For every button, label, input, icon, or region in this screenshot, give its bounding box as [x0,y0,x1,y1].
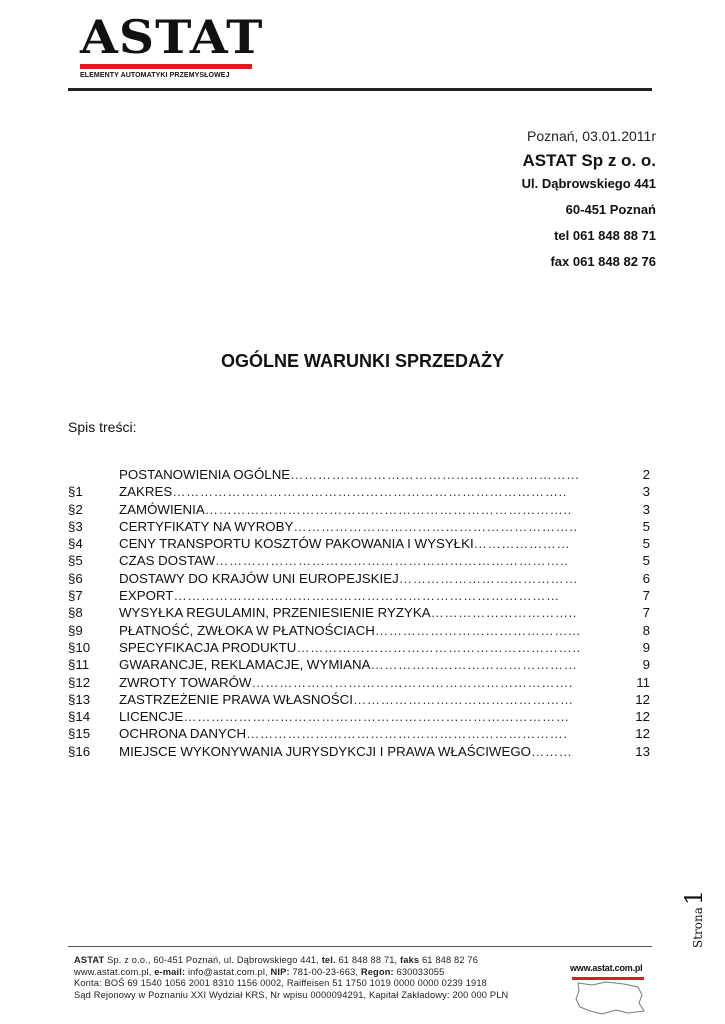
toc-section-number: §14 [68,709,91,725]
footer-divider [68,946,652,947]
toc-section-number: §2 [68,501,83,517]
footer-nip-label: NIP: [270,966,290,977]
logo-red-bar [80,64,252,69]
toc-section-title [119,587,615,604]
toc-heading: Spis treści: [68,419,137,435]
toc-page-number: 12 [635,709,650,725]
toc-section-number: §13 [68,691,91,707]
toc-row [68,552,652,569]
toc-leader-dots: ………………………….. [430,605,577,621]
table-of-contents [68,466,652,760]
toc-title-text: ZAMÓWIENIA [119,501,205,517]
footer-fax: 61 848 82 76 [419,955,479,965]
logo-subtitle: ELEMENTY AUTOMATYKI PRZEMYSŁOWEJ [80,72,230,79]
toc-leader-dots: ………………… [473,536,571,552]
page-marker [680,890,708,948]
toc-section-title [119,483,615,500]
page-marker-label: Strona [691,907,705,948]
toc-row [68,743,652,760]
toc-leader-dots: ………………………………………………………………………….. [172,484,567,500]
toc-section-number: §6 [68,570,83,586]
toc-section-title [119,656,615,673]
toc-leader-dots: ………………………………………… [352,691,574,707]
toc-page-number: 5 [642,518,650,534]
toc-page-number: 8 [642,622,650,638]
footer-regon-label: Regon: [360,966,394,977]
toc-section-number: §8 [68,605,83,621]
toc-section-number: §5 [68,553,83,569]
toc-section-title [119,604,615,621]
footer-tel: 61 848 88 71, [335,955,401,965]
toc-section-title [119,743,615,760]
website-badge-text: www.astat.com.pl [570,963,643,973]
document-date: Poznań, 03.01.2011r [527,128,656,144]
toc-leader-dots: …………………………………………………………………….. [204,501,572,517]
toc-leader-dots: ………………………………………………………………………… [183,709,570,725]
phone-number: tel 061 848 88 71 [554,228,656,243]
toc-leader-dots: ……………………………………………………………. [251,674,573,690]
toc-title-text: MIEJSCE WYKONYWANIA JURYSDYKCJI I PRAWA WŁAŚCIWEGO [119,743,532,759]
toc-section-title [119,708,615,725]
toc-section-number: §3 [68,518,83,534]
toc-page-number: 9 [642,639,650,655]
toc-title-text: SPECYFIKACJA PRODUKTU [119,639,297,655]
company-logo [80,10,264,79]
toc-row [68,501,652,518]
postal-city: 60-451 Poznań [565,202,656,217]
footer-tel-label: tel. [321,955,336,965]
toc-page-number: 9 [642,657,650,673]
toc-page-number: 12 [635,726,650,742]
toc-leader-dots: ……… [531,743,573,759]
toc-section-number: §15 [68,726,91,742]
footer-info [74,955,554,1001]
footer-line-registry: Sąd Rejonowy w Poznaniu XXI Wydział KRS, Nr wpisu 0000094291, Kapitał Zakładowy: 200 000 PLN [74,989,509,1000]
toc-leader-dots: ………………………………… [398,570,579,586]
footer-email-label: e-mail: [154,966,186,977]
document-title: OGÓLNE WARUNKI SPRZEDAŻY [220,351,504,371]
toc-row [68,691,652,708]
toc-leader-dots: ………………………………………………………………….. [215,553,569,569]
page-number: 1 [680,889,708,906]
toc-section-title [119,518,615,535]
toc-page-number: 7 [642,588,650,604]
toc-section-number: §9 [68,622,83,638]
toc-title-text: ZAKRES [119,484,173,500]
toc-page-number: 2 [642,467,650,482]
toc-title-text: GWARANCJE, REKLAMACJE, WYMIANA [119,657,371,673]
website-badge[interactable] [566,953,652,1017]
toc-row [68,674,652,691]
toc-section-number: §7 [68,588,83,604]
toc-leader-dots: ……………………………………... [374,622,581,638]
toc-page-number: 3 [642,484,650,500]
toc-row [68,639,652,656]
footer-line-company [74,955,554,967]
toc-row [68,725,652,742]
toc-section-number: §1 [68,484,83,500]
toc-title-text: CENY TRANSPORTU KOSZTÓW PAKOWANIA I WYSYŁKI [119,536,474,552]
toc-section-number: §11 [68,657,90,673]
toc-page-number: 5 [642,536,650,552]
toc-section-title [119,466,615,483]
toc-page-number: 12 [635,691,650,707]
header-divider [68,88,652,91]
poland-map-icon [572,981,646,1015]
footer-fax-label: faks [400,955,420,965]
toc-page-number: 13 [635,743,650,759]
toc-title-text: CERTYFIKATY NA WYROBY [119,518,294,534]
toc-section-title [119,552,615,569]
toc-leader-dots: …………………………………………………….. [293,518,578,534]
footer-nip: 781-00-23-663, [289,966,361,977]
street-address: Ul. Dąbrowskiego 441 [521,176,656,191]
toc-row [68,535,652,552]
footer-regon: 630033055 [393,966,445,977]
toc-page-number: 7 [642,605,650,621]
toc-leader-dots: …………………………………………………….. [296,639,581,655]
toc-leader-dots: ………………………………………………………………………… [173,588,560,604]
toc-section-number: §4 [68,536,83,552]
footer-address: Sp. z o.o., 60-451 Poznań, ul. Dąbrowskiego 441, [104,955,322,965]
website-badge-bar [572,977,644,980]
toc-section-number: §10 [68,639,91,655]
toc-page-number: 3 [642,501,650,517]
toc-title-text: POSTANOWIENIA OGÓLNE [119,467,291,482]
toc-section-title [119,570,615,587]
footer-email-link[interactable]: info@astat.com.pl, [185,966,271,977]
toc-leader-dots: ……………………………………………………………. [246,726,568,742]
company-name: ASTAT Sp z o. o. [522,151,656,170]
logo-text: ASTAT [80,10,264,64]
toc-title-text: LICENCJE [119,709,184,725]
toc-leader-dots: ……………………………………… [370,657,578,673]
toc-page-number: 11 [636,674,650,690]
toc-section-title [119,674,615,691]
toc-section-title [119,622,615,639]
footer-brand: ASTAT [74,955,105,965]
fax-number: fax 061 848 82 76 [550,254,656,269]
toc-title-text: ZASTRZEŻENIE PRAWA WŁASNOŚCI [119,691,353,707]
toc-row [68,656,652,673]
toc-row [68,466,652,483]
toc-leader-dots: ……………………………………………………… [290,467,580,482]
toc-section-title [119,725,615,742]
toc-page-number: 5 [642,553,650,569]
toc-title-text: WYSYŁKA REGULAMIN, PRZENIESIENIE RYZYKA [119,605,431,621]
toc-title-text: EXPORT [119,588,174,604]
toc-row [68,518,652,535]
toc-section-title [119,691,615,708]
footer-line-contact [74,967,554,979]
toc-title-text: CZAS DOSTAW [119,553,216,569]
toc-section-title [119,501,615,518]
toc-section-number: §16 [68,743,91,759]
toc-section-title [119,535,615,552]
toc-row [68,622,652,639]
toc-row [68,570,652,587]
footer-line-accounts: Konta: BOŚ 69 1540 1056 2001 8310 1156 0002, Raiffeisen 51 1750 1019 0000 0000 0239 1918 [74,978,487,989]
toc-title-text: PŁATNOŚĆ, ZWŁOKA W PŁATNOŚCIACH [119,622,375,638]
toc-title-text: OCHRONA DANYCH [119,726,247,742]
toc-title-text: ZWROTY TOWARÓW [119,674,252,690]
address-block [522,128,656,280]
toc-section-number: §12 [68,674,91,690]
toc-row [68,708,652,725]
toc-row [68,483,652,500]
toc-row [68,587,652,604]
footer-website-link[interactable]: www.astat.com.pl, [74,966,155,977]
toc-section-title [119,639,615,656]
toc-row [68,604,652,621]
toc-page-number: 6 [642,570,650,586]
toc-title-text: DOSTAWY DO KRAJÓW UNI EUROPEJSKIEJ [119,570,399,586]
